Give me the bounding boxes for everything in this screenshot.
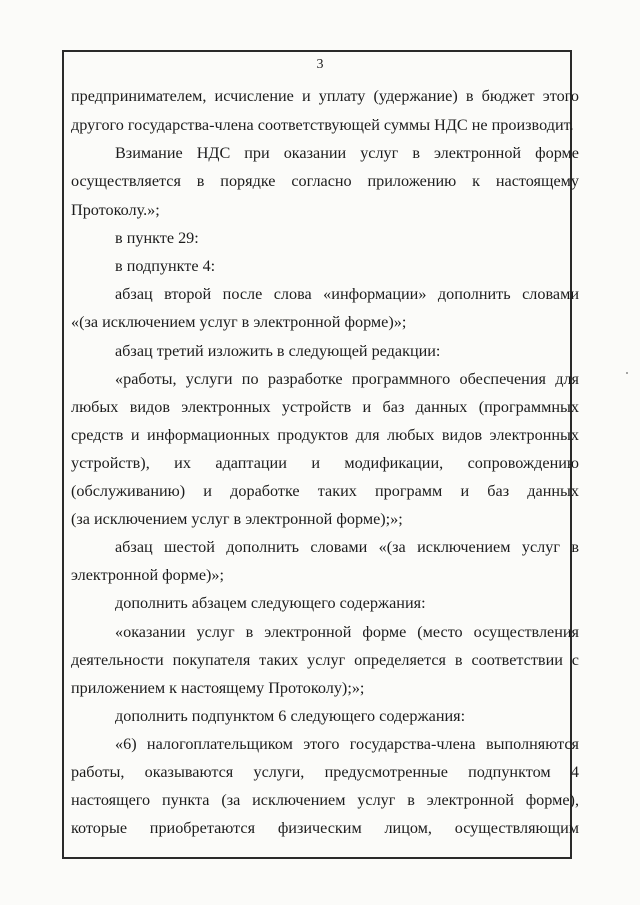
page-number: 3	[316, 57, 324, 72]
text-line: электронной форме)»;	[71, 566, 224, 584]
text-line: в пункте 29:	[115, 229, 199, 247]
text-line: (обслуживанию) и доработке таких программ и баз данных	[71, 482, 579, 500]
text-line: (за исключением услуг в электронной форме);»;	[71, 510, 403, 528]
text-line: «(за исключением услуг в электронной форме)»;	[71, 313, 407, 331]
text-line: которые приобретаются физическим лицом, осуществляющим	[71, 819, 579, 837]
text-line: Протоколу.»;	[71, 201, 160, 219]
text-line: в подпункте 4:	[115, 257, 216, 275]
text-line: предпринимателем, исчисление и уплату (удержание) в бюджет этого	[71, 87, 579, 105]
text-line: дополнить абзацем следующего содержания:	[115, 594, 426, 612]
text-line: средств и информационных продуктов для любых видов электронных	[71, 426, 579, 444]
text-line: «6) налогоплательщиком этого государства-члена выполняются	[115, 735, 579, 753]
text-line: осуществляется в порядке согласно приложению к настоящему	[71, 172, 579, 190]
text-line: любых видов электронных устройств и баз данных (программных	[71, 398, 579, 416]
text-line: абзац второй после слова «информации» дополнить словами	[115, 285, 579, 303]
text-line: «работы, услуги по разработке программного обеспечения для	[115, 370, 579, 388]
text-line: дополнить подпунктом 6 следующего содержания:	[115, 707, 466, 725]
text-line: абзац шестой дополнить словами «(за исключением услуг в	[115, 538, 579, 556]
text-line: настоящего пункта (за исключением услуг в электронной форме),	[71, 791, 579, 809]
text-line: абзац третий изложить в следующей редакции:	[115, 342, 441, 360]
scan-speck	[626, 372, 628, 374]
text-line: Взимание НДС при оказании услуг в электронной форме	[115, 144, 579, 162]
text-line: устройств), их адаптации и модификации, сопровождению	[71, 454, 579, 472]
text-line: деятельности покупателя таких услуг определяется в соответствии с	[71, 651, 579, 669]
text-line: другого государства-члена соответствующей суммы НДС не производит.	[71, 116, 574, 134]
text-line: приложением к настоящему Протоколу);»;	[71, 679, 365, 697]
text-line: работы, оказываются услуги, предусмотренные подпунктом 4	[71, 763, 579, 781]
text-line: «оказании услуг в электронной форме (место осуществления	[115, 623, 579, 641]
